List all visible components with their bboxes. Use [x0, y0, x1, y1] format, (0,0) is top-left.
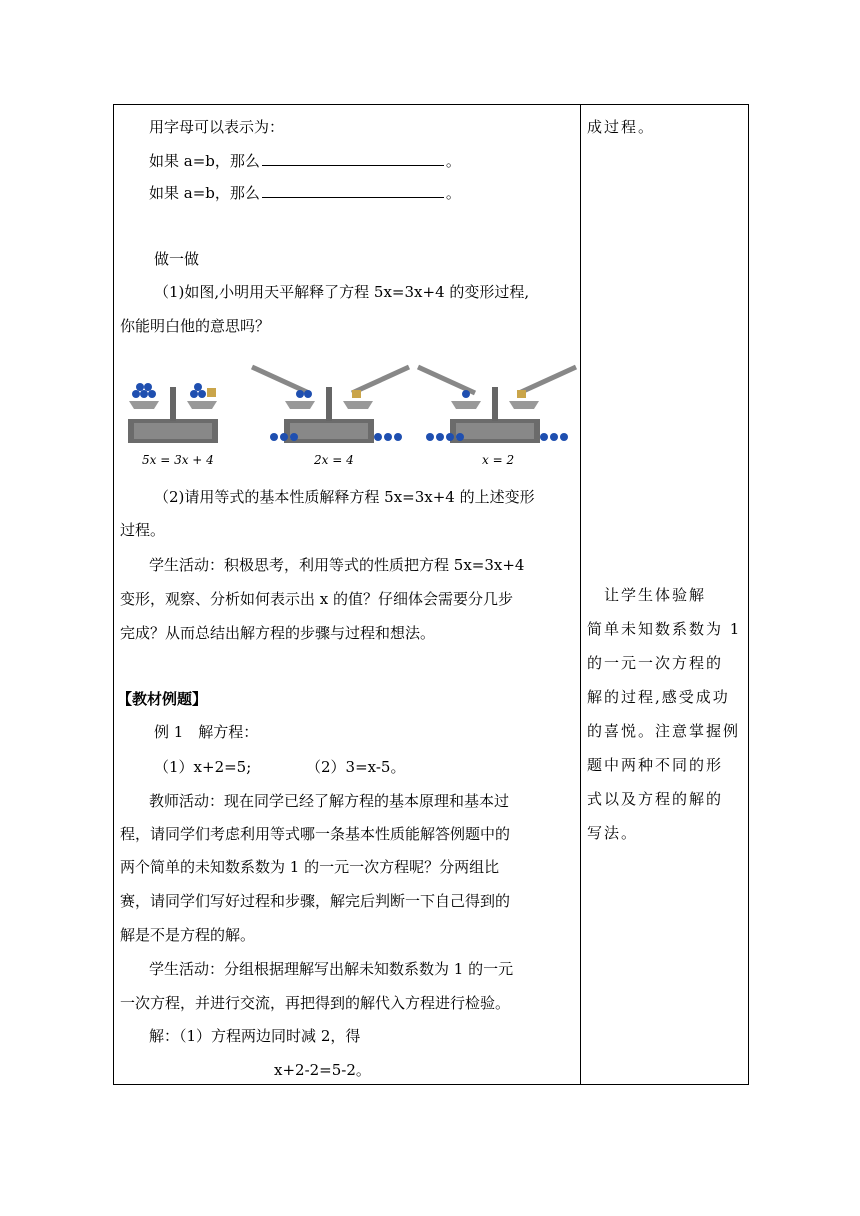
note-continued: 成过程。 — [587, 118, 656, 136]
note-line-6: 题中两种不同的形 — [587, 756, 724, 774]
note-line-8: 写法。 — [587, 824, 639, 842]
section-heading: 【教材例题】 — [117, 690, 208, 708]
student-activity-2-line-2: 一次方程，并进行交流，再把得到的解代入方程进行检验。 — [120, 994, 511, 1012]
teacher-activity-line-2: 程，请同学们考虑利用等式哪一条基本性质能解答例题中的 — [120, 825, 511, 843]
answer-blank-2[interactable] — [262, 181, 444, 198]
activity-title: 做一做 — [154, 250, 200, 268]
balance-scale-3 — [418, 367, 576, 443]
paragraph-letters: 用字母可以表示为： — [149, 118, 285, 136]
solution-line-2: x+2-2=5-2。 — [274, 1061, 371, 1079]
figure-caption-1: 5x = 3x + 4 — [142, 453, 214, 467]
teacher-activity-line-3: 两个简单的未知数系数为 1 的一元一次方程呢？分两组比 — [120, 858, 500, 876]
question-1-line-1: （1)如图,小明用天平解释了方程 5x=3x+4 的变形过程, — [154, 283, 530, 301]
student-activity-1-line-2: 变形，观察、分析如何表示出 x 的值？仔细体会需要分几步 — [120, 590, 513, 608]
balance-scale-1 — [128, 383, 218, 443]
student-activity-2-line-1: 学生活动：分组根据理解写出解未知数系数为 1 的一元 — [149, 960, 514, 978]
balance-figure — [114, 357, 580, 469]
balance-scale-2 — [252, 367, 409, 443]
property-line-1: 如果 a=b，那么 。 — [149, 149, 461, 171]
note-line-1: 让学生体验解 — [587, 586, 707, 604]
question-2-line-1: （2)请用等式的基本性质解释方程 5x=3x+4 的上述变形 — [154, 488, 535, 506]
teacher-activity-line-5: 解是不是方程的解。 — [120, 926, 256, 944]
example-part-2: （2）3=x-5。 — [306, 758, 406, 776]
note-line-4: 解的过程,感受成功 — [587, 688, 730, 706]
teacher-activity-line-4: 赛，请同学们写好过程和步骤，解完后判断一下自己得到的 — [120, 892, 511, 910]
note-line-7: 式以及方程的解的 — [587, 790, 724, 808]
note-line-3: 的一元一次方程的 — [587, 654, 724, 672]
teacher-activity-line-1: 教师活动：现在同学已经了解方程的基本原理和基本过 — [149, 792, 510, 810]
student-activity-1-line-1: 学生活动：积极思考，利用等式的性质把方程 5x=3x+4 — [149, 556, 525, 574]
column-divider — [580, 105, 581, 1084]
property-line-2: 如果 a=b，那么 。 — [149, 181, 461, 203]
question-1-line-2: 你能明白他的意思吗？ — [120, 317, 271, 335]
question-2-line-2: 过程。 — [120, 521, 166, 539]
answer-blank-1[interactable] — [262, 149, 444, 166]
figure-caption-2: 2x = 4 — [314, 453, 354, 467]
note-line-5: 的喜悦。注意掌握例 — [587, 722, 741, 740]
student-activity-1-line-3: 完成？从而总结出解方程的步骤与过程和想法。 — [120, 624, 436, 642]
example-part-1: （1）x+2=5; — [154, 758, 252, 776]
lesson-table — [113, 104, 749, 1085]
solution-line-1: 解：（1）方程两边同时减 2，得 — [149, 1027, 361, 1045]
note-line-2: 简单未知数系数为 1 — [587, 620, 742, 638]
example-title: 例 1 解方程： — [154, 723, 259, 741]
figure-caption-3: x = 2 — [482, 453, 515, 467]
